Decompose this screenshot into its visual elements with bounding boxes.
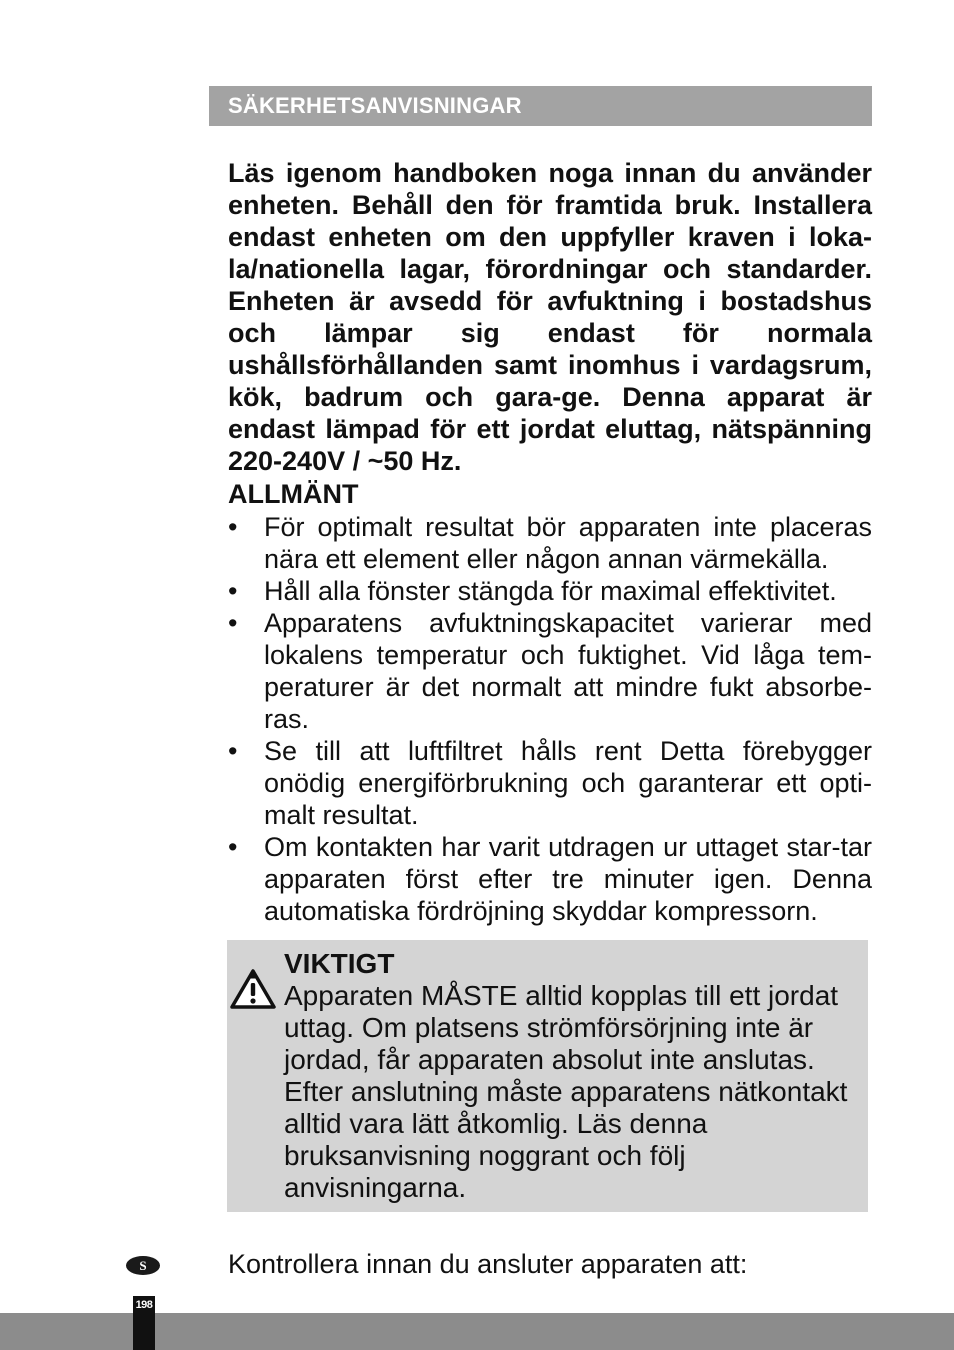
list-item-text: För optimalt resultat bör apparaten inte placeras nära ett element eller någon annan värmekälla. (264, 512, 872, 574)
list-item (228, 607, 872, 735)
bullet-icon: • (228, 832, 238, 862)
bullet-icon: • (228, 512, 238, 542)
bullet-icon: • (228, 736, 238, 766)
section-header-bar (209, 86, 872, 126)
section-title: SÄKERHETSANVISNINGAR (228, 93, 522, 118)
bullet-icon: • (228, 608, 238, 638)
list-item (228, 575, 872, 607)
list-item-text: Se till att luftfiltret hålls rent Detta förebygger onödig energiförbrukning och garanterar ett opti-malt resultat. (264, 736, 872, 830)
list-item (228, 511, 872, 575)
general-bullet-list (228, 511, 872, 927)
warning-text: Apparaten MÅSTE alltid kopplas till ett jordat uttag. Om platsens strömförsörjning inte är jordad, får apparaten absolut inte anslutas. Efter anslutning måste apparatens nätkontakt alltid vara lätt åtkomlig. Läs denna bruksanvisning noggrant och följ anvisningarna. (284, 980, 848, 1203)
list-item-text: Håll alla fönster stängda för maximal effektivitet. (264, 576, 837, 606)
general-heading: ALLMÄNT (228, 479, 359, 509)
list-item (228, 831, 872, 927)
page-number: 198 (135, 1299, 153, 1311)
warning-triangle-icon (229, 968, 277, 1010)
list-item-text: Om kontakten har varit utdragen ur uttaget star-tar apparaten först efter tre minuter igen. Denna automatiska fördröjning skyddar kompressorn. (264, 832, 872, 926)
list-item (228, 735, 872, 831)
language-badge: S (126, 1256, 160, 1275)
intro-paragraph: Läs igenom handboken noga innan du använder enheten. Behåll den för framtida bruk. Installera endast enheten om den uppfyller kraven i loka-la/nationella lagar, förordningar och standarder. Enheten är avsedd för avfuktning i bostadshus och lämpar sig endast för normala ushållsförhållanden samt inomhus i vardagsrum, kök, badrum och gara-ge. Denna apparat är endast lämpad för ett jordat eluttag, nätspänning 220-240V / ~50 Hz. (228, 158, 872, 476)
list-item-text: Apparatens avfuktningskapacitet varierar med lokalens temperatur och fuktighet. Vid låga tem-peraturer är det normalt att mindre fukt absorbe-ras. (264, 608, 872, 734)
warning-box (227, 940, 868, 1212)
page-number-tab (133, 1296, 155, 1350)
check-intro-text: Kontrollera innan du ansluter apparaten att: (228, 1249, 748, 1279)
warning-title: VIKTIGT (284, 948, 395, 979)
bullet-icon: • (228, 576, 238, 606)
